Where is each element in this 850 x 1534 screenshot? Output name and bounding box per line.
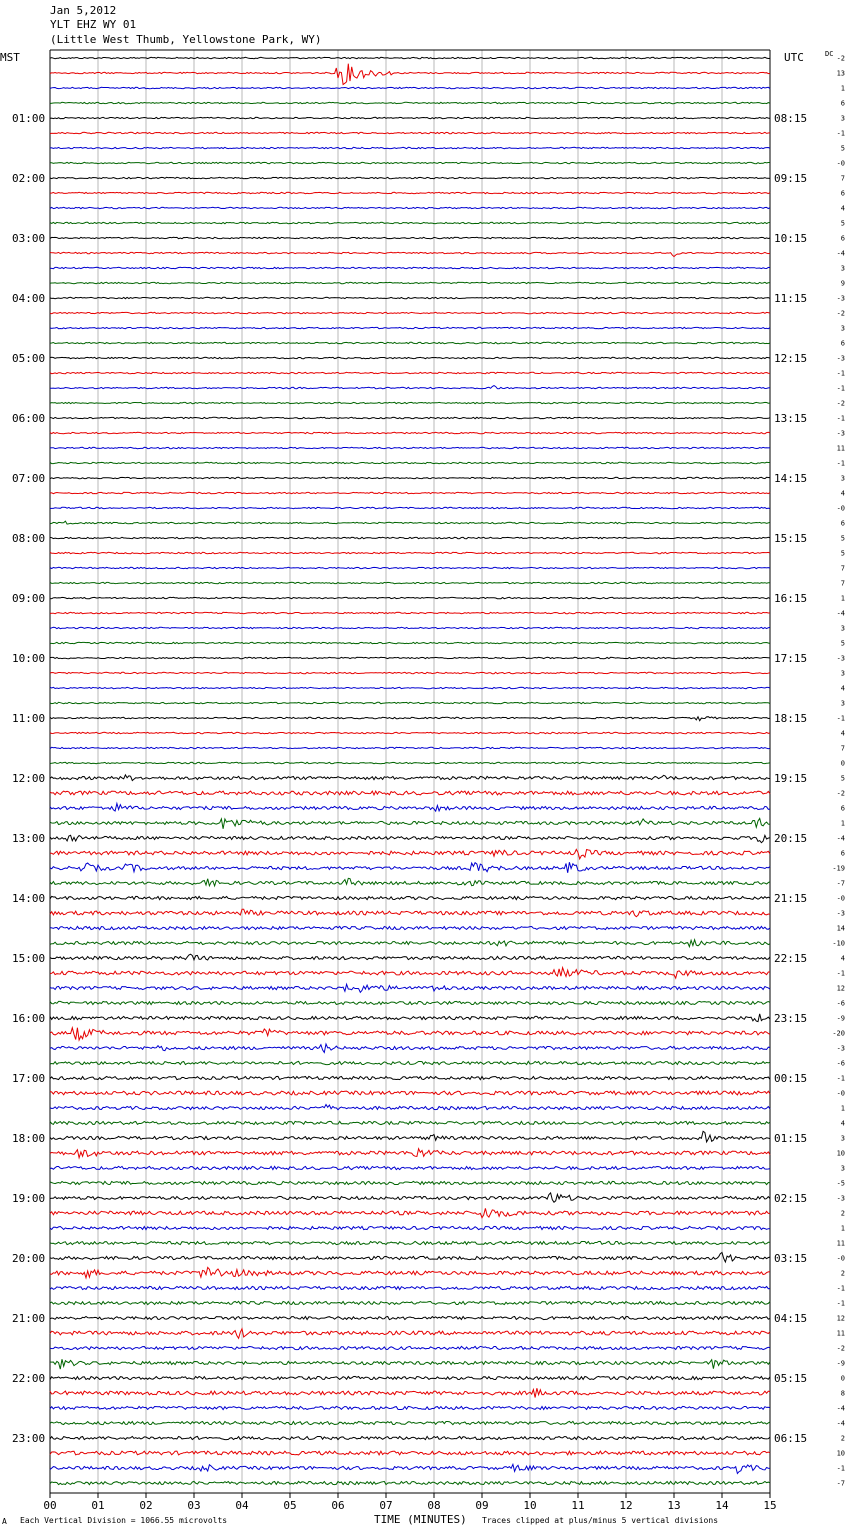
trace-81 <box>50 1267 770 1278</box>
mst-label-20: 21:00 <box>12 1312 46 1325</box>
utc-label-9: 17:15 <box>774 652 808 665</box>
dc-offset-95: -7 <box>836 1479 845 1488</box>
trace-31 <box>50 521 770 524</box>
trace-82 <box>50 1286 770 1289</box>
trace-8 <box>50 177 770 178</box>
dc-header-label: DC <box>825 50 834 58</box>
dc-offset-7: -0 <box>836 159 845 168</box>
utc-label-19: 03:15 <box>774 1252 808 1265</box>
trace-22 <box>50 386 770 389</box>
trace-37 <box>50 612 770 613</box>
minute-grid <box>50 50 770 1493</box>
x-tick-label-6: 06 <box>331 1499 345 1512</box>
utc-time-labels <box>774 112 807 1445</box>
dc-offset-52: -4 <box>836 834 845 843</box>
mst-label-7: 08:00 <box>12 532 46 545</box>
trace-91 <box>50 1421 770 1424</box>
utc-label-20: 04:15 <box>774 1312 808 1325</box>
x-tick-label-10: 10 <box>523 1499 537 1512</box>
dc-offset-73: 10 <box>836 1149 845 1158</box>
trace-15 <box>50 282 770 283</box>
trace-44 <box>50 717 770 721</box>
utc-label-6: 14:15 <box>774 472 808 485</box>
trace-6 <box>50 147 770 148</box>
dc-offset-43: 3 <box>840 699 845 708</box>
dc-offset-50: 6 <box>840 804 845 813</box>
utc-label-14: 22:15 <box>774 952 808 965</box>
dc-offset-81: 2 <box>840 1269 845 1278</box>
mst-label-18: 19:00 <box>12 1192 46 1205</box>
trace-65 <box>50 1028 770 1040</box>
utc-label-11: 19:15 <box>774 772 808 785</box>
mst-label-5: 06:00 <box>12 412 46 425</box>
trace-10 <box>50 207 770 208</box>
dc-offset-33: 5 <box>840 549 845 558</box>
trace-42 <box>50 687 770 688</box>
dc-offset-15: 9 <box>840 279 845 288</box>
trace-27 <box>50 462 770 463</box>
trace-1 <box>50 64 770 85</box>
dc-offset-12: 6 <box>840 234 845 243</box>
dc-offset-42: 4 <box>840 684 845 693</box>
x-tick-label-15: 15 <box>763 1499 777 1512</box>
dc-offset-32: 5 <box>840 534 845 543</box>
trace-88 <box>50 1376 770 1379</box>
trace-18 <box>50 327 770 328</box>
trace-71 <box>50 1121 770 1124</box>
mst-label-6: 07:00 <box>12 472 46 485</box>
trace-34 <box>50 567 770 568</box>
trace-21 <box>50 372 770 373</box>
trace-57 <box>50 909 770 917</box>
trace-19 <box>50 342 770 343</box>
trace-60 <box>50 954 770 960</box>
trace-61 <box>50 968 770 979</box>
mst-label-15: 16:00 <box>12 1012 46 1025</box>
dc-offset-78: 1 <box>840 1224 845 1233</box>
trace-67 <box>50 1061 770 1064</box>
utc-label-12: 20:15 <box>774 832 808 845</box>
dc-offset-24: -1 <box>836 414 845 423</box>
mst-label-17: 18:00 <box>12 1132 46 1145</box>
trace-14 <box>50 267 770 268</box>
dc-offset-76: -3 <box>836 1194 845 1203</box>
dc-offset-3: 6 <box>840 99 845 108</box>
station-location: (Little West Thumb, Yellowstone Park, WY) <box>50 33 322 46</box>
mst-label-3: 04:00 <box>12 292 46 305</box>
mst-label-22: 23:00 <box>12 1432 46 1445</box>
x-tick-label-11: 11 <box>571 1499 585 1512</box>
mst-label-4: 05:00 <box>12 352 46 365</box>
dc-offset-79: 11 <box>836 1239 845 1248</box>
trace-36 <box>50 597 770 598</box>
utc-label-16: 00:15 <box>774 1072 808 1085</box>
mst-label-0: 01:00 <box>12 112 46 125</box>
trace-80 <box>50 1253 770 1263</box>
dc-offset-56: -0 <box>836 894 845 903</box>
dc-offset-68: -1 <box>836 1074 845 1083</box>
trace-17 <box>50 312 770 313</box>
x-tick-label-7: 07 <box>379 1499 393 1512</box>
dc-offset-46: 7 <box>840 744 845 753</box>
dc-offset-20: -3 <box>836 354 845 363</box>
dc-offset-16: -3 <box>836 294 845 303</box>
utc-label-0: 08:15 <box>774 112 808 125</box>
trace-92 <box>50 1436 770 1439</box>
dc-offset-75: -5 <box>836 1179 845 1188</box>
utc-label-2: 10:15 <box>774 232 808 245</box>
dc-offset-90: -4 <box>836 1404 845 1413</box>
trace-46 <box>50 747 770 748</box>
dc-offset-14: 3 <box>840 264 845 273</box>
dc-offset-44: -1 <box>836 714 845 723</box>
trace-64 <box>50 1014 770 1022</box>
seismic-traces <box>50 57 770 1484</box>
trace-40 <box>50 657 770 658</box>
dc-offset-labels <box>832 55 845 1488</box>
dc-offset-80: -0 <box>836 1254 845 1263</box>
trace-41 <box>50 672 770 673</box>
trace-54 <box>50 862 770 873</box>
dc-offset-55: -7 <box>836 879 845 888</box>
x-tick-label-3: 03 <box>187 1499 201 1512</box>
utc-label-18: 02:15 <box>774 1192 808 1205</box>
dc-offset-47: 0 <box>840 759 845 768</box>
x-tick-label-0: 00 <box>43 1499 57 1512</box>
x-tick-label-5: 05 <box>283 1499 297 1512</box>
trace-2 <box>50 87 770 88</box>
dc-offset-45: 4 <box>840 729 845 738</box>
trace-87 <box>50 1359 770 1369</box>
dc-offset-49: -2 <box>836 789 845 798</box>
trace-24 <box>50 417 770 418</box>
left-axis-label: MST <box>0 51 20 64</box>
dc-offset-62: 12 <box>836 984 845 993</box>
mst-label-12: 13:00 <box>12 832 46 845</box>
plot-date: Jan 5,2012 <box>50 4 117 17</box>
trace-76 <box>50 1193 770 1202</box>
trace-86 <box>50 1346 770 1349</box>
dc-offset-54: -19 <box>832 864 845 873</box>
utc-label-17: 01:15 <box>774 1132 808 1145</box>
utc-label-4: 12:15 <box>774 352 808 365</box>
trace-49 <box>50 791 770 795</box>
dc-offset-93: 10 <box>836 1449 845 1458</box>
dc-offset-40: -3 <box>836 654 845 663</box>
dc-offset-22: -1 <box>836 384 845 393</box>
trace-12 <box>50 237 770 238</box>
dc-offset-59: -10 <box>832 939 845 948</box>
dc-offset-82: -1 <box>836 1284 845 1293</box>
trace-51 <box>50 818 770 828</box>
trace-4 <box>50 117 770 118</box>
trace-16 <box>50 297 770 298</box>
trace-63 <box>50 1001 770 1004</box>
x-tick-label-4: 04 <box>235 1499 249 1512</box>
dc-offset-60: 4 <box>840 954 845 963</box>
mst-label-1: 02:00 <box>12 172 46 185</box>
trace-89 <box>50 1388 770 1397</box>
dc-offset-88: 0 <box>840 1374 845 1383</box>
trace-20 <box>50 357 770 358</box>
mst-label-21: 22:00 <box>12 1372 46 1385</box>
utc-label-7: 15:15 <box>774 532 808 545</box>
dc-offset-35: 7 <box>840 579 845 588</box>
utc-label-8: 16:15 <box>774 592 808 605</box>
utc-label-15: 23:15 <box>774 1012 808 1025</box>
dc-offset-87: -9 <box>836 1359 845 1368</box>
dc-offset-64: -9 <box>836 1014 845 1023</box>
dc-offset-13: -4 <box>836 249 845 258</box>
dc-offset-11: 5 <box>840 219 845 228</box>
trace-68 <box>50 1076 770 1079</box>
dc-offset-9: 6 <box>840 189 845 198</box>
dc-offset-2: 1 <box>840 84 845 93</box>
trace-83 <box>50 1301 770 1304</box>
trace-43 <box>50 702 770 703</box>
dc-offset-0: -2 <box>836 54 845 63</box>
scale-note: Each Vertical Division = 1066.55 microvolts <box>20 1516 228 1525</box>
x-tick-label-12: 12 <box>619 1499 633 1512</box>
dc-offset-94: -1 <box>836 1464 845 1473</box>
utc-label-3: 11:15 <box>774 292 808 305</box>
mst-label-10: 11:00 <box>12 712 46 725</box>
dc-offset-72: 3 <box>840 1134 845 1143</box>
dc-offset-85: 11 <box>836 1329 845 1338</box>
trace-47 <box>50 762 770 763</box>
trace-39 <box>50 642 770 643</box>
dc-offset-30: -0 <box>836 504 845 513</box>
trace-48 <box>50 775 770 781</box>
trace-75 <box>50 1181 770 1184</box>
dc-offset-53: 6 <box>840 849 845 858</box>
trace-11 <box>50 222 770 223</box>
trace-74 <box>50 1166 770 1169</box>
trace-56 <box>50 896 770 899</box>
x-tick-label-8: 08 <box>427 1499 441 1512</box>
mst-label-2: 03:00 <box>12 232 46 245</box>
trace-25 <box>50 432 770 433</box>
dc-offset-61: -1 <box>836 969 845 978</box>
mst-label-16: 17:00 <box>12 1072 46 1085</box>
footer-left-mark: A <box>2 1517 7 1526</box>
dc-offset-51: 1 <box>840 819 845 828</box>
dc-offset-5: -1 <box>836 129 845 138</box>
x-tick-label-13: 13 <box>667 1499 681 1512</box>
utc-label-5: 13:15 <box>774 412 808 425</box>
trace-26 <box>50 447 770 448</box>
x-axis <box>43 1493 776 1512</box>
trace-9 <box>50 192 770 193</box>
trace-5 <box>50 132 770 133</box>
clip-note: Traces clipped at plus/minus 5 vertical divisions <box>482 1516 719 1525</box>
trace-30 <box>50 507 770 508</box>
mst-time-labels <box>12 112 45 1445</box>
dc-offset-37: -4 <box>836 609 845 618</box>
dc-offset-65: -20 <box>832 1029 845 1038</box>
dc-offset-69: -0 <box>836 1089 845 1098</box>
x-tick-label-9: 09 <box>475 1499 489 1512</box>
trace-23 <box>50 402 770 403</box>
utc-label-1: 09:15 <box>774 172 808 185</box>
trace-50 <box>50 804 770 812</box>
dc-offset-6: 5 <box>840 144 845 153</box>
utc-label-13: 21:15 <box>774 892 808 905</box>
utc-label-21: 05:15 <box>774 1372 808 1385</box>
trace-78 <box>50 1226 770 1229</box>
dc-offset-36: 1 <box>840 594 845 603</box>
dc-offset-84: 12 <box>836 1314 845 1323</box>
dc-offset-21: -1 <box>836 369 845 378</box>
dc-offset-66: -3 <box>836 1044 845 1053</box>
mst-label-9: 10:00 <box>12 652 46 665</box>
dc-offset-77: 2 <box>840 1209 845 1218</box>
dc-offset-28: 3 <box>840 474 845 483</box>
trace-59 <box>50 940 770 947</box>
dc-offset-48: 5 <box>840 774 845 783</box>
dc-offset-86: -2 <box>836 1344 845 1353</box>
dc-offset-67: -6 <box>836 1059 845 1068</box>
trace-28 <box>50 477 770 478</box>
trace-53 <box>50 849 770 859</box>
trace-90 <box>50 1406 770 1409</box>
dc-offset-34: 7 <box>840 564 845 573</box>
trace-7 <box>50 162 770 163</box>
trace-94 <box>50 1464 770 1473</box>
dc-offset-29: 4 <box>840 489 845 498</box>
dc-offset-10: 4 <box>840 204 845 213</box>
dc-offset-58: 14 <box>836 924 845 933</box>
mst-label-14: 15:00 <box>12 952 46 965</box>
trace-62 <box>50 984 770 992</box>
x-tick-label-14: 14 <box>715 1499 729 1512</box>
dc-offset-1: 13 <box>836 69 845 78</box>
trace-95 <box>50 1481 770 1484</box>
dc-offset-57: -3 <box>836 909 845 918</box>
trace-32 <box>50 537 770 538</box>
dc-offset-8: 7 <box>840 174 845 183</box>
mst-label-13: 14:00 <box>12 892 46 905</box>
dc-offset-39: 5 <box>840 639 845 648</box>
trace-73 <box>50 1149 770 1158</box>
dc-offset-26: 11 <box>836 444 845 453</box>
dc-offset-41: 3 <box>840 669 845 678</box>
trace-55 <box>50 878 770 886</box>
trace-35 <box>50 582 770 583</box>
dc-offset-18: 3 <box>840 324 845 333</box>
mst-label-11: 12:00 <box>12 772 46 785</box>
dc-offset-38: 3 <box>840 624 845 633</box>
trace-33 <box>50 552 770 553</box>
mst-label-19: 20:00 <box>12 1252 46 1265</box>
x-axis-title: TIME (MINUTES) <box>374 1513 467 1526</box>
dc-offset-27: -1 <box>836 459 845 468</box>
dc-offset-31: 6 <box>840 519 845 528</box>
trace-38 <box>50 627 770 628</box>
dc-offset-63: -6 <box>836 999 845 1008</box>
trace-85 <box>50 1329 770 1339</box>
trace-79 <box>50 1241 770 1244</box>
dc-offset-23: -2 <box>836 399 845 408</box>
utc-label-22: 06:15 <box>774 1432 808 1445</box>
trace-0 <box>50 57 770 58</box>
dc-offset-17: -2 <box>836 309 845 318</box>
utc-label-10: 18:15 <box>774 712 808 725</box>
trace-52 <box>50 835 770 842</box>
dc-offset-89: 8 <box>840 1389 845 1398</box>
x-tick-label-2: 02 <box>139 1499 153 1512</box>
trace-13 <box>50 252 770 256</box>
dc-offset-92: 2 <box>840 1434 845 1443</box>
trace-66 <box>50 1044 770 1053</box>
trace-84 <box>50 1316 770 1319</box>
trace-70 <box>50 1105 770 1110</box>
station-title: YLT EHZ WY 01 <box>50 18 137 31</box>
trace-29 <box>50 492 770 493</box>
dc-offset-70: 1 <box>840 1104 845 1113</box>
dc-offset-83: -1 <box>836 1299 845 1308</box>
dc-offset-25: -3 <box>836 429 845 438</box>
mst-label-8: 09:00 <box>12 592 46 605</box>
dc-offset-19: 6 <box>840 339 845 348</box>
right-axis-label: UTC <box>784 51 804 64</box>
trace-77 <box>50 1208 770 1217</box>
trace-3 <box>50 102 770 103</box>
dc-offset-91: -4 <box>836 1419 845 1428</box>
trace-93 <box>50 1451 770 1455</box>
trace-45 <box>50 732 770 733</box>
trace-69 <box>50 1091 770 1095</box>
dc-offset-4: 3 <box>840 114 845 123</box>
x-tick-label-1: 01 <box>91 1499 105 1512</box>
dc-offset-71: 4 <box>840 1119 845 1128</box>
dc-offset-74: 3 <box>840 1164 845 1173</box>
trace-72 <box>50 1131 770 1142</box>
trace-58 <box>50 926 770 929</box>
